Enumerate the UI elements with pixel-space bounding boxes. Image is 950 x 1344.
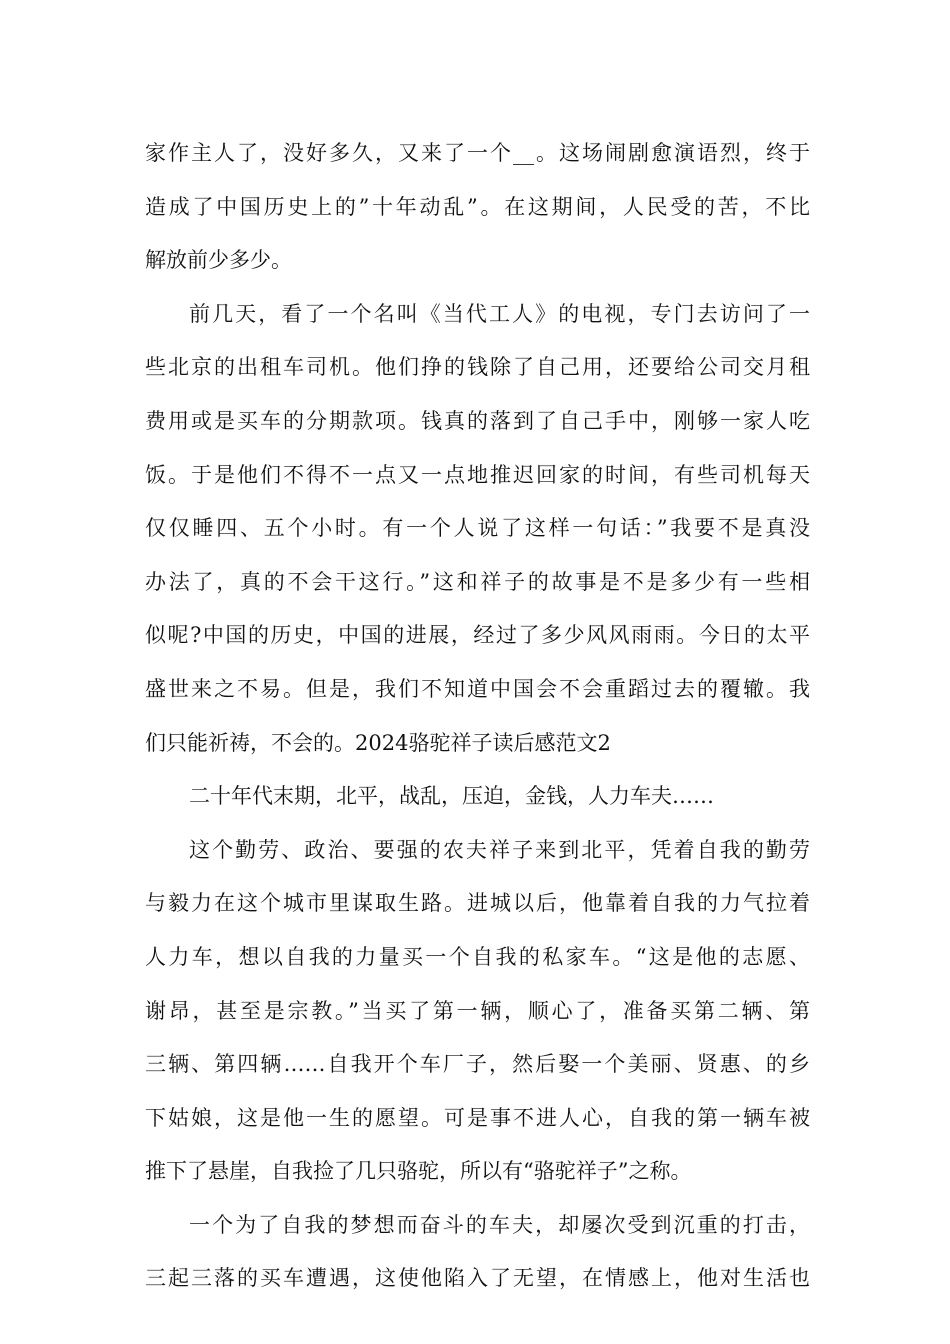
text-line: 仅仅睡四、五个小时。有一个人说了这样一句话：”我要不是真没 — [145, 516, 810, 541]
text-line: 人力车，想以自我的力量买一个自我的私家车。“这是他的志愿、 — [145, 944, 810, 969]
text-line: 造成了中国历史上的”十年动乱”。在这期间，人民受的苦，不比 — [145, 194, 810, 219]
text-line: 解放前少多少。 — [145, 248, 292, 273]
text-line: 下姑娘，这是他一生的愿望。可是事不进人心，自我的第一辆车被 — [145, 1105, 810, 1130]
text-line: 二十年代末期，北平，战乱，压迫，金钱，人力车夫…… — [189, 784, 714, 809]
text-line: 谢昂，甚至是宗教。”当买了第一辆，顺心了，准备买第二辆、第 — [145, 998, 810, 1023]
text-line: 些北京的出租车司机。他们挣的钱除了自己用，还要给公司交月租 — [145, 355, 810, 380]
text-line: 与毅力在这个城市里谋取生路。进城以后，他靠着自我的力气拉着 — [145, 891, 810, 916]
text-line: 三起三落的买车遭遇，这使他陷入了无望，在情感上，他对生活也 — [145, 1266, 810, 1291]
text-line: 费用或是买车的分期款项。钱真的落到了自己手中，刚够一家人吃 — [145, 408, 810, 433]
text-line: 办法了，真的不会干这行。”这和祥子的故事是不是多少有一些相 — [145, 569, 810, 594]
text-line: 一个为了自我的梦想而奋斗的车夫，却屡次受到沉重的打击， — [189, 1212, 810, 1237]
text-line: 推下了悬崖，自我捡了几只骆驼，所以有“骆驼祥子”之称。 — [145, 1159, 692, 1184]
text-line: 饭。于是他们不得不一点又一点地推迟回家的时间，有些司机每天 — [145, 462, 810, 487]
text-line: 这个勤劳、政治、要强的农夫祥子来到北平，凭着自我的勤劳 — [189, 837, 810, 862]
text-line: 三辆、第四辆……自我开个车厂子，然后娶一个美丽、贤惠、的乡 — [145, 1052, 810, 1077]
body-text — [145, 127, 810, 1306]
text-line: 们只能祈祷，不会的。2024骆驼祥子读后感范文2 — [145, 730, 611, 755]
text-line: 似呢?中国的历史，中国的进展，经过了多少风风雨雨。今日的太平 — [145, 623, 810, 648]
text-line: 前几天，看了一个名叫《当代工人》的电视，专门去访问了一 — [189, 301, 810, 326]
text-line: 家作主人了，没好多久，又来了一个__。这场闹剧愈演语烈，终于 — [145, 141, 810, 165]
text-line: 盛世来之不易。但是，我们不知道中国会不会重蹈过去的覆辙。我 — [145, 676, 810, 701]
